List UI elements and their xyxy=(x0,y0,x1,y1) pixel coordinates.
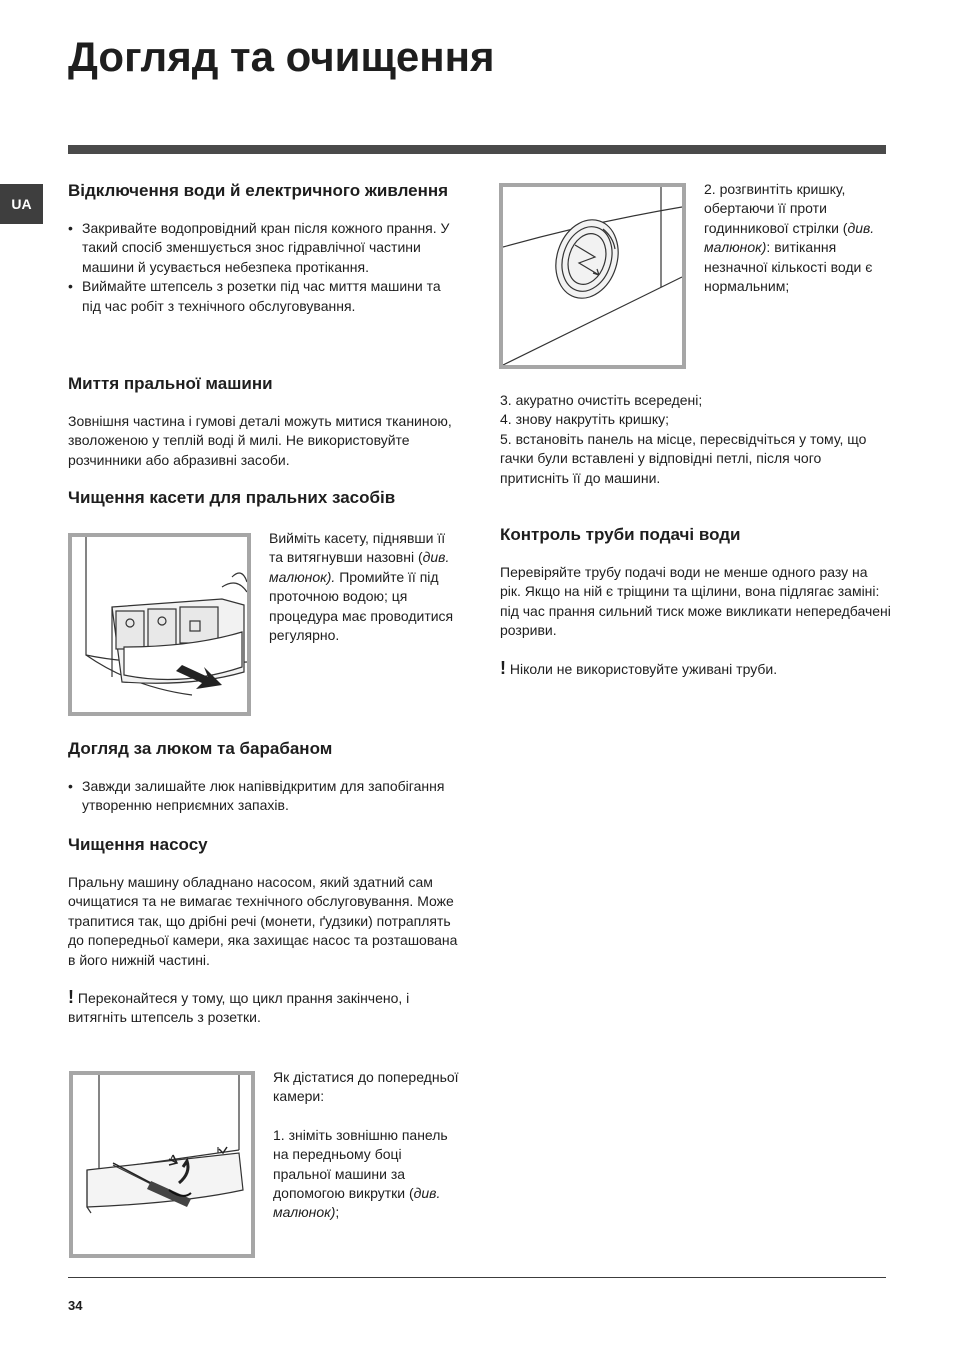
step-2-text xyxy=(704,180,894,296)
warning-icon: ! xyxy=(500,657,506,678)
language-tab: UA xyxy=(0,184,43,224)
section-door-drum xyxy=(68,738,458,816)
warning-paragraph: ! Переконайтеся у тому, що цикл прання закінчено, і витягніть штепсель з розетки. xyxy=(68,987,410,1026)
panel-removal-figure xyxy=(69,1071,255,1258)
heading-door-drum: Догляд за люком та барабаном xyxy=(68,739,333,758)
paragraph: 4. знову накрутіть кришку; xyxy=(500,411,670,428)
heading-pump: Чищення насосу xyxy=(68,835,208,854)
paragraph: Пральну машину обладнано насосом, який здатний сам очищатися та не вимагає технічного обслуговування. Може трапитися так, що дрібні речі (монети, ґудзики) потраплять до попередньої камери, яка захищає насос та розташована в його нижній частині. xyxy=(68,874,458,968)
list-item: • Завжди залишайте люк напіввідкритим для запобігання утворенню неприємних запахів. xyxy=(68,778,445,814)
cap-figure xyxy=(499,183,686,369)
heading-hose: Контроль труби подачі води xyxy=(500,525,741,544)
title-rule xyxy=(68,145,886,154)
page-number: 34 xyxy=(68,1298,83,1313)
paragraph: Зовнішня частина і гумові деталі можуть митися тканиною, зволоженою у теплій воді й милі. Не використовуйте розчинники або абразивні засоби. xyxy=(68,413,452,468)
heading-water-power: Відключення води й електричного живлення xyxy=(68,181,449,200)
page-title: Догляд та очищення xyxy=(68,33,495,80)
paragraph: Перевіряйте трубу подачі води не менше одного разу на рік. Якщо на ній є тріщини та щілини, вона підлягає заміні: під час прання сильний тиск може викликати непередбачені розриви. xyxy=(500,564,891,639)
paragraph: 2. розгвинтіть кришку, обертаючи її проти годинникової стрілки (див. малюнок): витікання незначної кількості води є нормальним; xyxy=(704,181,875,295)
dispenser-figure xyxy=(68,533,251,716)
access-instructions xyxy=(273,1068,463,1223)
pump-cap-illustration xyxy=(503,187,682,365)
section-dispenser xyxy=(68,487,468,508)
paragraph: Вийміть касету, піднявши її та витягнувши назовні (див. малюнок). Промийте її під проточною водою; ця процедура має проводитися регулярно. xyxy=(269,530,454,644)
warning-icon: ! xyxy=(68,987,74,1008)
section-water-power xyxy=(68,180,458,316)
dispenser-drawer-illustration xyxy=(72,537,247,712)
list-item: • Виймайте штепсель з розетки під час миття машини та під час робіт з технічного обслуговування. xyxy=(68,278,441,314)
section-hose xyxy=(500,524,892,679)
screwdriver-panel-illustration xyxy=(73,1075,251,1254)
paragraph: 1. зніміть зовнішню панель на передньому боці пральної машини за допомогою викрутки (див. малюнок); xyxy=(273,1126,448,1221)
list-item: • Закривайте водопровідний кран після кожного прання. У такий спосіб зменшується знос гідравлічної частини машини й усувається небезпека протікання. xyxy=(68,220,450,275)
paragraph: 3. акуратно очистіть всередені; xyxy=(500,392,703,408)
steps-3-5 xyxy=(500,391,892,488)
dispenser-instructions xyxy=(269,529,459,645)
heading-dispenser: Чищення касети для пральних засобів xyxy=(68,488,396,507)
paragraph: 5. встановіть панель на місце, пересвідчіться у тому, що гачки були вставлені у відповідні петлі, після чого притисніть її до машини. xyxy=(500,430,867,486)
footer-rule xyxy=(68,1277,886,1278)
section-washing-machine xyxy=(68,373,458,470)
warning-paragraph: ! Ніколи не використовуйте уживані труби. xyxy=(500,657,778,678)
section-pump xyxy=(68,834,460,1028)
heading-washing-machine: Миття пральної машини xyxy=(68,374,273,393)
paragraph: Як дістатися до попередньої камери: xyxy=(273,1069,459,1105)
